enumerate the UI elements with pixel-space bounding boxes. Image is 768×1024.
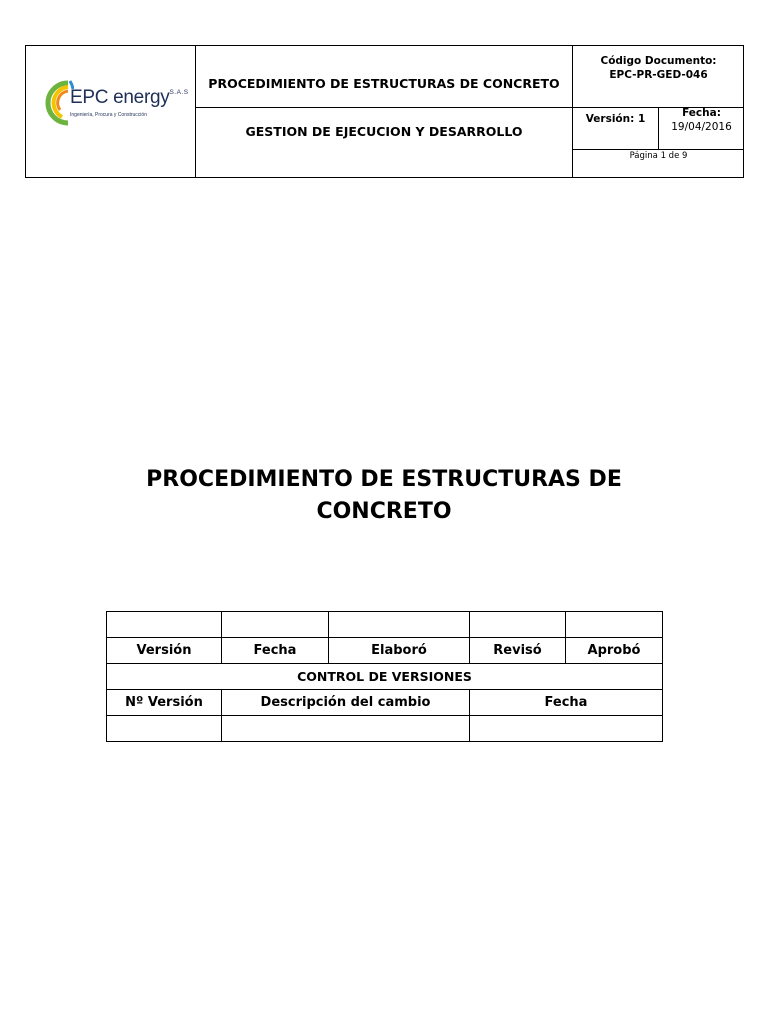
table-cell: [566, 612, 663, 638]
table-row: [107, 716, 663, 742]
area-cell: GESTION DE EJECUCION Y DESARROLLO: [245, 124, 523, 139]
header-divider: [195, 46, 196, 177]
code-value: EPC-PR-GED-046: [609, 69, 708, 81]
table-header: Versión: [107, 638, 222, 664]
table-cell: [107, 716, 222, 742]
header-divider: [572, 149, 744, 150]
page-number: Página 1 de 9: [629, 151, 688, 161]
table-cell: [107, 612, 222, 638]
date-label: Fecha:: [682, 107, 721, 119]
table-cell: [470, 612, 566, 638]
doc-title-cell: PROCEDIMIENTO DE ESTRUCTURAS DE CONCRETO: [208, 76, 560, 91]
versions-table: [106, 611, 663, 742]
version-label: Versión: 1: [585, 113, 646, 125]
page-title-line: PROCEDIMIENTO DE ESTRUCTURAS DE: [146, 467, 622, 492]
table-row: [107, 664, 663, 690]
document-header: [25, 45, 744, 178]
company-logo: [44, 79, 194, 129]
logo-tagline: Ingeniería, Procura y Construcción: [70, 112, 147, 118]
logo-wordmark: EPC energy$^{S.A.S}$: [70, 87, 189, 108]
table-cell: [470, 716, 663, 742]
page-title-line: CONCRETO: [316, 499, 452, 524]
table-row: [107, 638, 663, 664]
table-header: Revisó: [470, 638, 566, 664]
date-value: 19/04/2016: [671, 121, 732, 133]
table-row: [107, 612, 663, 638]
control-title: CONTROL DE VERSIONES: [107, 664, 663, 690]
table-header: Aprobó: [566, 638, 663, 664]
table-header: Descripción del cambio: [222, 690, 470, 716]
table-header: Nº Versión: [107, 690, 222, 716]
table-row: [107, 690, 663, 716]
page-title: [0, 464, 768, 528]
table-cell: [222, 612, 329, 638]
table-header: Elaboró: [329, 638, 470, 664]
table-header: Fecha: [222, 638, 329, 664]
table-cell: [222, 716, 470, 742]
table-cell: [329, 612, 470, 638]
table-header: Fecha: [470, 690, 663, 716]
code-label: Código Documento:: [600, 55, 717, 67]
